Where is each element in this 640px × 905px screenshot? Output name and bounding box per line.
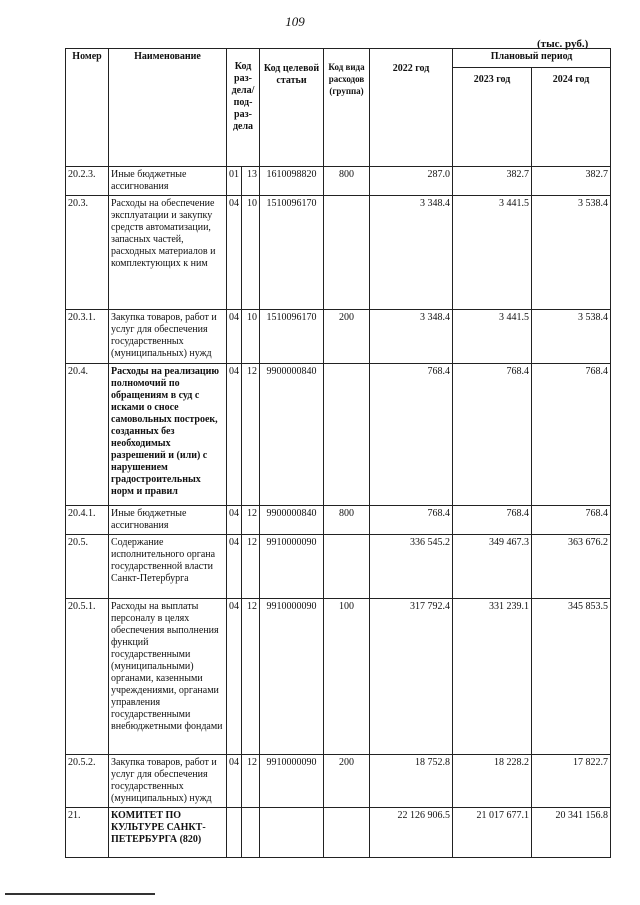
header-planned: Плановый период (453, 49, 611, 68)
units-label: (тыс. руб.) (537, 38, 589, 50)
table-row (66, 506, 611, 535)
row-subsection: 13 (242, 167, 260, 196)
header-2024: 2024 год (532, 68, 611, 167)
row-target: 9910000090 (260, 755, 324, 808)
row-name: Иные бюджетные ассигнования (109, 167, 227, 196)
header-type: Код вида расходов (группа) (324, 49, 370, 167)
row-name: Расходы на обеспечение эксплуатации и закупку средств автоматизации, запасных частей, расходных материалов и комплектующих к ним (109, 196, 227, 310)
row-type (324, 196, 370, 310)
row-2023: 768.4 (453, 364, 532, 506)
header-2022: 2022 год (370, 49, 453, 167)
row-type: 800 (324, 167, 370, 196)
table-row (66, 535, 611, 599)
row-number: 20.2.3. (66, 167, 109, 196)
table-row (66, 364, 611, 506)
row-number: 20.5. (66, 535, 109, 599)
row-type: 800 (324, 506, 370, 535)
row-target: 9900000840 (260, 364, 324, 506)
row-2022: 287.0 (370, 167, 453, 196)
table-row (66, 599, 611, 755)
row-name: КОМИТЕТ ПО КУЛЬТУРЕ САНКТ-ПЕТЕРБУРГА (820) (109, 808, 227, 858)
row-target: 9910000090 (260, 535, 324, 599)
row-target: 1510096170 (260, 196, 324, 310)
row-number: 21. (66, 808, 109, 858)
row-2023: 21 017 677.1 (453, 808, 532, 858)
row-2022: 768.4 (370, 506, 453, 535)
row-2023: 768.4 (453, 506, 532, 535)
row-2022: 336 545.2 (370, 535, 453, 599)
row-2022: 768.4 (370, 364, 453, 506)
row-2024: 768.4 (532, 364, 611, 506)
budget-table (65, 48, 611, 858)
table-row (66, 167, 611, 196)
row-2024: 3 538.4 (532, 196, 611, 310)
row-section: 04 (227, 755, 242, 808)
page-number: 109 (285, 14, 305, 29)
row-number: 20.4. (66, 364, 109, 506)
row-2024: 363 676.2 (532, 535, 611, 599)
row-number: 20.5.2. (66, 755, 109, 808)
row-subsection: 10 (242, 310, 260, 364)
row-section: 04 (227, 535, 242, 599)
row-section (227, 808, 242, 858)
row-name: Закупка товаров, работ и услуг для обеспечения государственных (муниципальных) нужд (109, 755, 227, 808)
row-number: 20.3.1. (66, 310, 109, 364)
row-2023: 331 239.1 (453, 599, 532, 755)
row-2024: 382.7 (532, 167, 611, 196)
row-2022: 317 792.4 (370, 599, 453, 755)
row-type: 200 (324, 755, 370, 808)
header-name: Наименование (109, 49, 227, 167)
row-section: 01 (227, 167, 242, 196)
row-target: 9910000090 (260, 599, 324, 755)
row-2023: 3 441.5 (453, 310, 532, 364)
row-2023: 382.7 (453, 167, 532, 196)
row-2022: 3 348.4 (370, 310, 453, 364)
row-type: 100 (324, 599, 370, 755)
row-subsection: 12 (242, 535, 260, 599)
row-2024: 17 822.7 (532, 755, 611, 808)
row-2023: 3 441.5 (453, 196, 532, 310)
row-name: Расходы на реализацию полномочий по обращениям в суд с исками о сносе самовольных построек, созданных без необходимых разрешений и (или) с нарушением градостроительных норм и правил (109, 364, 227, 506)
row-name: Содержание исполнительного органа государственной власти Санкт-Петербурга (109, 535, 227, 599)
row-type (324, 535, 370, 599)
footer-rule (5, 893, 155, 895)
row-section: 04 (227, 506, 242, 535)
row-subsection: 12 (242, 364, 260, 506)
row-target: 9900000840 (260, 506, 324, 535)
row-number: 20.4.1. (66, 506, 109, 535)
table-row (66, 808, 611, 858)
header-section: Код раз-дела/ под-раз-дела (227, 49, 260, 167)
row-section: 04 (227, 310, 242, 364)
header-number: Номер (66, 49, 109, 167)
row-target (260, 808, 324, 858)
row-type: 200 (324, 310, 370, 364)
row-2023: 18 228.2 (453, 755, 532, 808)
row-2024: 3 538.4 (532, 310, 611, 364)
row-subsection: 12 (242, 755, 260, 808)
row-section: 04 (227, 364, 242, 506)
header-2023: 2023 год (453, 68, 532, 167)
row-name: Иные бюджетные ассигнования (109, 506, 227, 535)
table-row (66, 310, 611, 364)
row-section: 04 (227, 599, 242, 755)
table-row (66, 755, 611, 808)
header-target: Код целевой статьи (260, 49, 324, 167)
row-name: Расходы на выплаты персоналу в целях обеспечения выполнения функций государственными (муниципальными) органами, казенными учреждениями, органами управления государственными внебюджетными фондами (109, 599, 227, 755)
row-name: Закупка товаров, работ и услуг для обеспечения государственных (муниципальных) нужд (109, 310, 227, 364)
row-type (324, 808, 370, 858)
row-2024: 20 341 156.8 (532, 808, 611, 858)
table-row (66, 196, 611, 310)
row-section: 04 (227, 196, 242, 310)
row-number: 20.3. (66, 196, 109, 310)
row-subsection (242, 808, 260, 858)
row-target: 1610098820 (260, 167, 324, 196)
row-2023: 349 467.3 (453, 535, 532, 599)
row-2022: 3 348.4 (370, 196, 453, 310)
row-subsection: 12 (242, 599, 260, 755)
row-subsection: 12 (242, 506, 260, 535)
row-number: 20.5.1. (66, 599, 109, 755)
row-2022: 22 126 906.5 (370, 808, 453, 858)
row-type (324, 364, 370, 506)
row-2024: 345 853.5 (532, 599, 611, 755)
row-target: 1510096170 (260, 310, 324, 364)
row-subsection: 10 (242, 196, 260, 310)
row-2022: 18 752.8 (370, 755, 453, 808)
row-2024: 768.4 (532, 506, 611, 535)
